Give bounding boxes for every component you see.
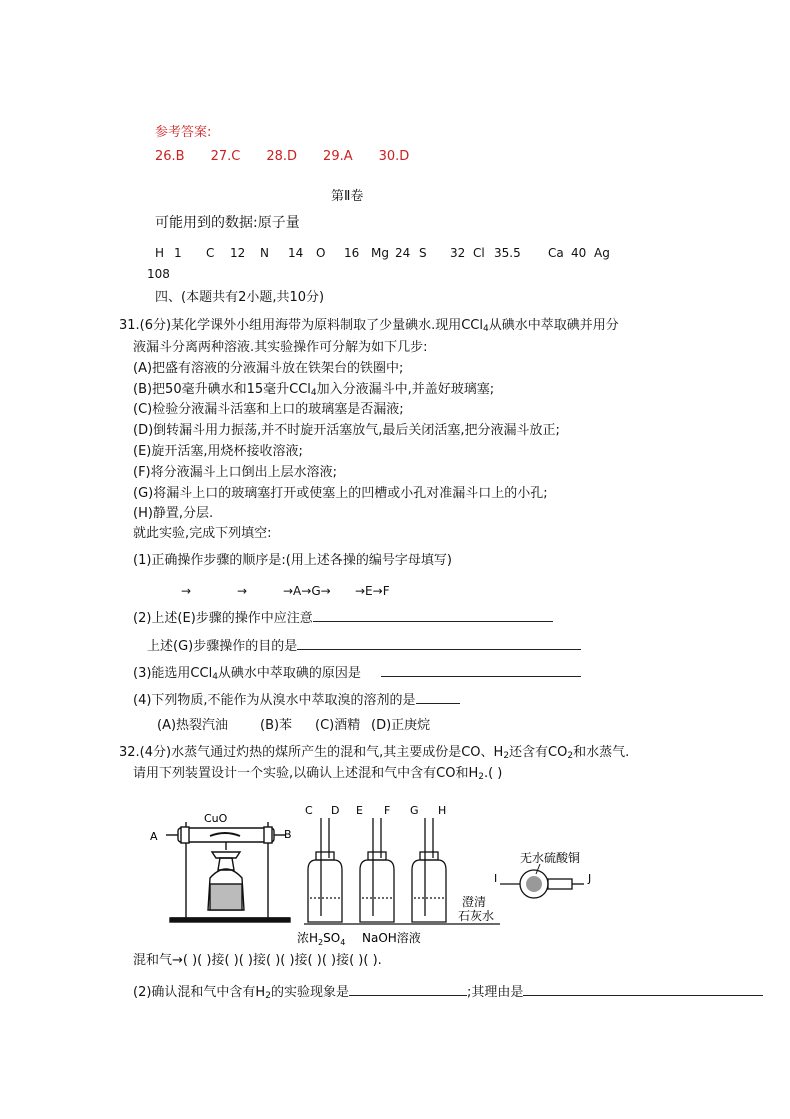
option: (A)热裂汽油 xyxy=(157,718,229,733)
q31-step-b xyxy=(133,382,494,401)
option: (C)酒精 xyxy=(315,718,361,733)
label-h2so4: 浓$H_2SO_4$ xyxy=(297,931,346,947)
subscript: 2 xyxy=(265,991,271,1001)
answer-blank[interactable] xyxy=(381,663,581,677)
q31-step-g: (G)将漏斗上口的玻璃塞打开或使塞上的凹槽或小孔对准漏斗口上的小孔; xyxy=(133,486,548,501)
q32-connect: 混和气→( )( )接( )( )接( )( )接( )( )接( )( ). xyxy=(133,953,382,968)
q32-line1-c: 和水蒸气. xyxy=(573,745,630,760)
q32-line2 xyxy=(133,766,502,785)
element: Cl xyxy=(473,246,485,260)
label-d: D xyxy=(331,804,340,817)
label-g: G xyxy=(410,804,419,817)
seq-arrow: → xyxy=(237,584,248,598)
wash-bottle-1 xyxy=(308,818,342,922)
atomic-weights xyxy=(155,245,610,261)
q31-sub3 xyxy=(133,663,581,685)
q31-intro-b: 从碘水中萃取碘并用分 xyxy=(488,318,619,333)
label-a: A xyxy=(150,830,158,843)
label-i: I xyxy=(494,872,498,885)
answer-heading: 参考答案: xyxy=(155,125,212,140)
element: Ca xyxy=(548,246,564,260)
weight: 1 xyxy=(174,246,182,260)
option: (B)苯 xyxy=(260,718,293,733)
answer-item: 26.B xyxy=(155,149,185,164)
option: (D)正庚烷 xyxy=(371,718,431,733)
q31-intro-a: 31.(6分)某化学课外小组用海带为原料制取了少量碘水.现用CCl xyxy=(119,318,483,333)
q31-sub2a-text: (2)上述(E)步骤的操作中应注意 xyxy=(133,611,313,626)
weight: 14 xyxy=(288,246,304,260)
part4-heading: 四、(本题共有2小题,共10分) xyxy=(155,290,325,305)
q31-sub4-text: (4)下列物质,不能作为从溴水中萃取溴的溶剂的是 xyxy=(133,693,416,708)
subscript: 4 xyxy=(483,324,489,334)
label-cuo: CuO xyxy=(204,812,228,825)
combustion-tube-stand xyxy=(166,822,290,922)
label-naoh: NaOH溶液 xyxy=(362,931,421,945)
q31-sub2b-text: 上述(G)步骤操作的目的是 xyxy=(147,639,298,654)
label-f: F xyxy=(384,804,391,817)
element: O xyxy=(316,246,326,260)
label-h: H xyxy=(438,804,447,817)
label-j: J xyxy=(588,872,592,885)
element: Mg xyxy=(371,246,389,260)
label-limewater-2: 石灰水 xyxy=(458,909,495,923)
label-b: B xyxy=(284,828,292,841)
weight: 40 xyxy=(571,246,587,260)
weight: 24 xyxy=(395,246,411,260)
seq-arrow: → xyxy=(181,584,192,598)
atomic-weight-wrap: 108 xyxy=(147,267,170,281)
subscript: 2 xyxy=(478,772,484,782)
q31-intro-line2: 液漏斗分离两种溶液.其实验操作可分解为如下几步: xyxy=(133,340,428,355)
q32-line1-b: 还含有CO xyxy=(509,745,568,760)
seq-fixed: →A→G→ xyxy=(283,584,331,598)
q31-sub1: (1)正确操作步骤的顺序是:(用上述各操的编号字母填写) xyxy=(133,553,452,568)
answer-blank[interactable] xyxy=(313,608,553,622)
seq-fixed: →E→F xyxy=(355,584,390,598)
q31-sub4 xyxy=(133,690,460,709)
subscript: 4 xyxy=(310,388,317,398)
answer-item: 30.D xyxy=(378,149,410,164)
subscript: 4 xyxy=(212,672,218,682)
q32-sub2 xyxy=(133,982,763,1004)
q31-options xyxy=(157,718,430,734)
q32-sub2-b: 的实验现象是 xyxy=(270,985,349,1000)
answer-item: 28.D xyxy=(266,149,298,164)
q32-sub2-c: ;其理由是 xyxy=(466,985,524,1000)
q31-step-e: (E)旋开活塞,用烧杯接收溶液; xyxy=(133,444,303,459)
label-e: E xyxy=(356,804,363,817)
answer-list xyxy=(155,149,435,165)
element: Ag xyxy=(594,246,610,260)
q31-step-f: (F)将分液漏斗上口倒出上层水溶液; xyxy=(133,465,338,480)
answer-blank[interactable] xyxy=(297,636,581,650)
element: H xyxy=(155,246,165,260)
element: C xyxy=(206,246,215,260)
q31-step-b-b: 加入分液漏斗中,并盖好玻璃塞; xyxy=(316,382,495,397)
q31-step-b-a: (B)把50毫升碘水和15毫升CCl xyxy=(133,382,311,397)
q31-intro-line1 xyxy=(119,318,619,337)
answer-blank[interactable] xyxy=(349,982,467,996)
data-line: 可能用到的数据:原子量 xyxy=(155,215,300,231)
subscript: 2 xyxy=(567,751,574,761)
element: N xyxy=(260,246,269,260)
q32-line1-a: 32.(4分)水蒸气通过灼热的煤所产生的混和气,其主要成份是CO、H xyxy=(119,745,504,760)
q31-step-h: (H)静置,分层. xyxy=(133,506,214,521)
answer-blank[interactable] xyxy=(416,690,460,704)
answer-item: 27.C xyxy=(210,149,241,164)
q32-line2-a: 请用下列装置设计一个实验,以确认上述混和气中含有CO和H xyxy=(133,766,479,781)
apparatus-figure xyxy=(140,800,610,950)
q31-sub2a xyxy=(133,608,553,627)
q31-sub2b xyxy=(147,636,581,655)
q31-step-d: (D)倒转漏斗用力振荡,并不时旋开活塞放气,最后关闭活塞,把分液漏斗放正; xyxy=(133,423,560,438)
label-c: C xyxy=(305,804,313,817)
label-cuso4: 无水硫酸铜 xyxy=(520,851,581,865)
answer-item: 29.A xyxy=(323,149,353,164)
wash-bottle-3 xyxy=(412,818,446,922)
q31-sequence xyxy=(0,583,790,599)
label-limewater-1: 澄清 xyxy=(462,895,487,909)
section-title: 第Ⅱ卷 xyxy=(331,189,364,204)
weight: 12 xyxy=(230,246,246,260)
q32-line2-b: .( ) xyxy=(483,766,503,781)
q31-sub3-b: 从碘水中萃取碘的原因是 xyxy=(217,666,361,681)
q31-sub3-a: (3)能选用CCl xyxy=(133,666,213,681)
q31-step-a: (A)把盛有溶液的分液漏斗放在铁架台的铁圈中; xyxy=(133,361,404,376)
element: S xyxy=(419,246,427,260)
drying-tube xyxy=(500,870,584,898)
weight: 32 xyxy=(450,246,466,260)
q31-prompt: 就此实验,完成下列填空: xyxy=(133,526,272,541)
q32-sub2-a: (2)确认混和气中含有H xyxy=(133,985,266,1000)
q31-step-c: (C)检验分液漏斗活塞和上口的玻璃塞是否漏液; xyxy=(133,402,404,417)
weight: 16 xyxy=(344,246,360,260)
subscript: 2 xyxy=(503,751,510,761)
weight: 35.5 xyxy=(494,246,521,260)
wash-bottle-2 xyxy=(360,818,394,922)
answer-blank[interactable] xyxy=(523,982,763,996)
q32-line1 xyxy=(119,745,629,764)
